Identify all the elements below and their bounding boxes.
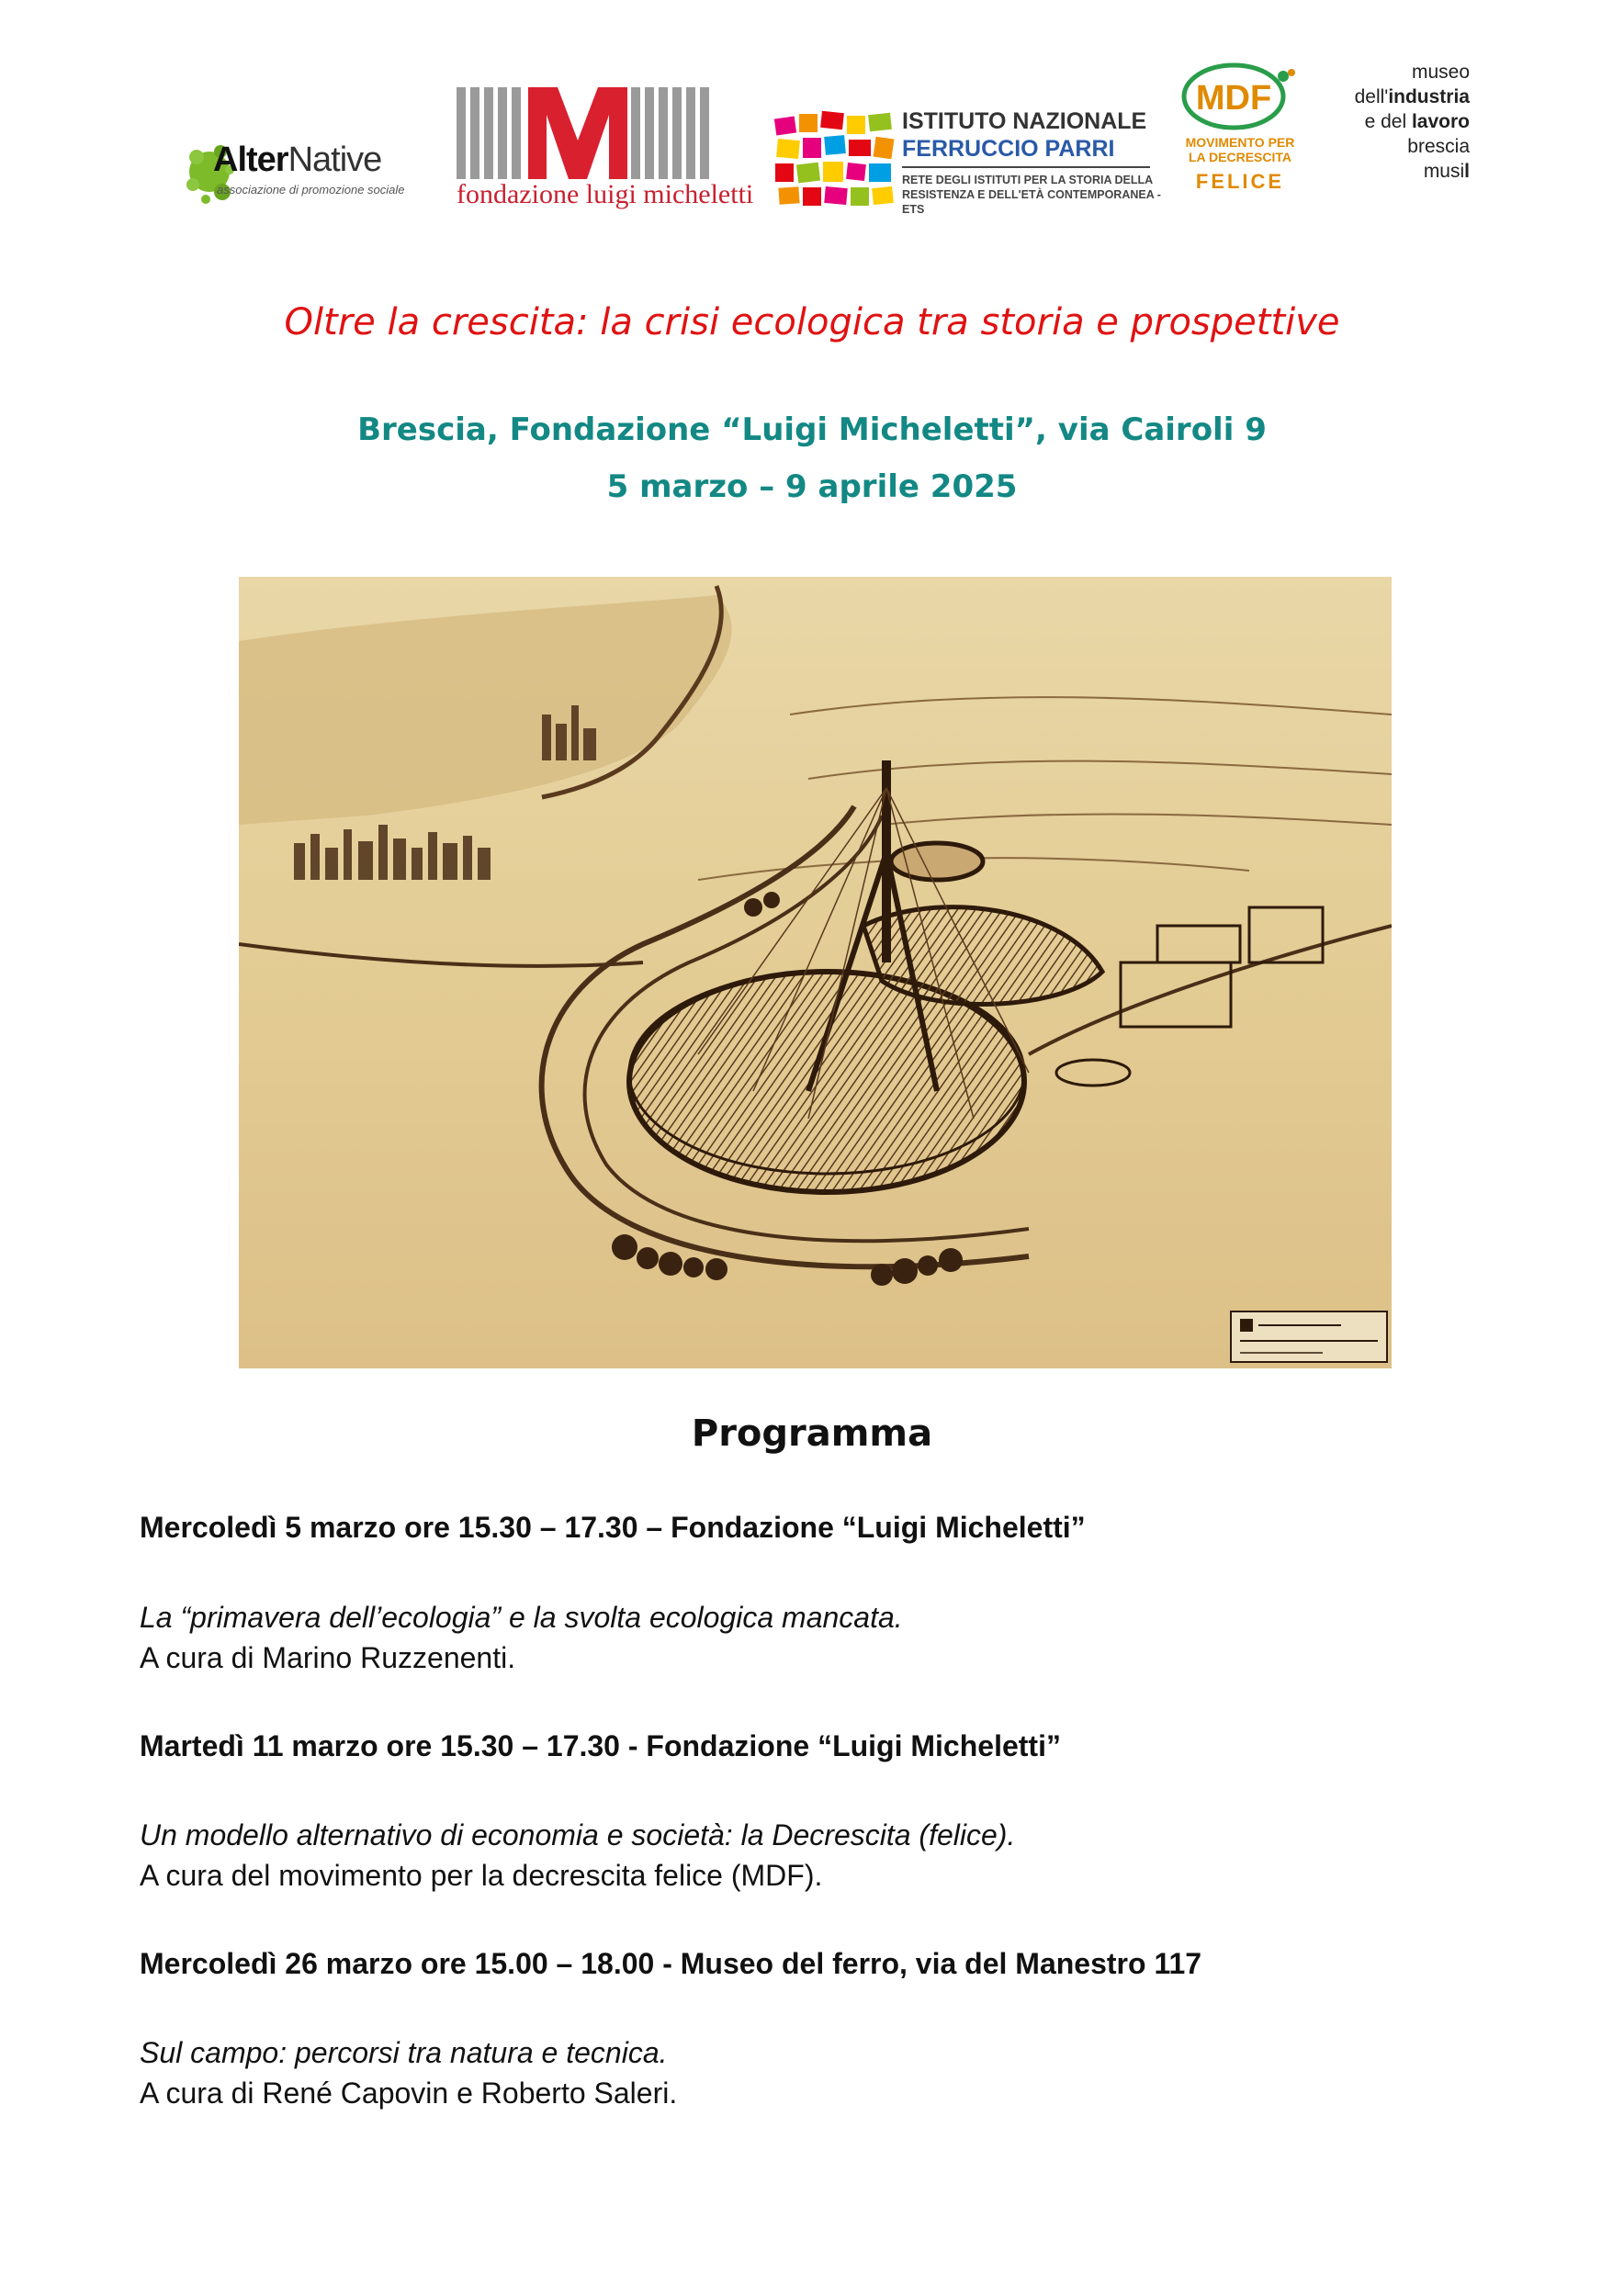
event-dates: 5 marzo – 9 aprile 2025 — [606, 468, 1018, 505]
parri-logo — [773, 101, 1159, 220]
alternative-subtitle: associazione di promozione sociale — [217, 183, 405, 197]
micheletti-logo — [457, 87, 769, 216]
parri-divider — [902, 166, 1150, 168]
alternative-logo — [184, 124, 423, 216]
musil-line-4: brescia — [1407, 136, 1470, 157]
micheletti-text: fondazione luigi micheletti — [457, 179, 754, 209]
parri-line-3: RETE DEGLI ISTITUTI PER LA STORIA DELLA RESISTENZA E DELL'ETÀ CONTEMPORANEA - ETS — [902, 174, 1161, 216]
micheletti-bars-icon — [457, 87, 718, 179]
musil-line-2: dell'industria — [1354, 86, 1470, 107]
event-1-title: La “primavera dell’ecologia” e la svolta ecologica mancata. — [140, 1601, 903, 1634]
musil-line-1: museo — [1411, 62, 1470, 83]
musil-line-5: musil — [1423, 161, 1470, 182]
event-1-header: Mercoledì 5 marzo ore 15.30 – 17.30 – Fondazione “Luigi Micheletti” — [140, 1511, 1086, 1544]
musil-line-3: e del lavoro — [1364, 111, 1470, 132]
mdf-mark-text: MDF — [1195, 79, 1272, 118]
event-2-title: Un modello alternativo di economia e società: la Decrescita (felice). — [140, 1818, 1016, 1851]
architectural-sketch-image — [239, 577, 1392, 1368]
event-venue: Brescia, Fondazione “Luigi Micheletti”, via Cairoli 9 — [357, 411, 1267, 448]
program-heading: Programma — [691, 1412, 933, 1455]
event-3-header: Mercoledì 26 marzo ore 15.00 – 18.00 - Museo del ferro, via del Manestro 117 — [140, 1947, 1202, 1980]
alternative-name: AlterNative — [213, 141, 382, 179]
event-title: Oltre la crescita: la crisi ecologica tra storia e prospettive — [284, 301, 1340, 343]
parri-line-1: ISTITUTO NAZIONALE — [902, 108, 1147, 134]
logo-bar — [0, 51, 1624, 216]
mdf-line-2: FELICE — [1195, 170, 1285, 193]
parri-mosaic-icon — [773, 110, 897, 211]
mdf-mark-icon — [1180, 60, 1300, 133]
parri-line-2: FERRUCCIO PARRI — [902, 136, 1115, 162]
event-2-header: Martedì 11 marzo ore 15.30 – 17.30 - Fondazione “Luigi Micheletti” — [140, 1729, 1061, 1762]
musil-logo — [1295, 60, 1470, 216]
event-1-curator: A cura di Marino Ruzzenenti. — [140, 1641, 516, 1674]
event-3-title: Sul campo: percorsi tra natura e tecnica. — [140, 2036, 668, 2069]
event-2-curator: A cura del movimento per la decrescita felice (MDF). — [140, 1859, 823, 1892]
mdf-line-1: MOVIMENTO PER LA DECRESCITA — [1185, 135, 1295, 164]
event-3-curator: A cura di René Capovin e Roberto Saleri. — [140, 2077, 678, 2110]
mdf-logo — [1180, 60, 1300, 207]
